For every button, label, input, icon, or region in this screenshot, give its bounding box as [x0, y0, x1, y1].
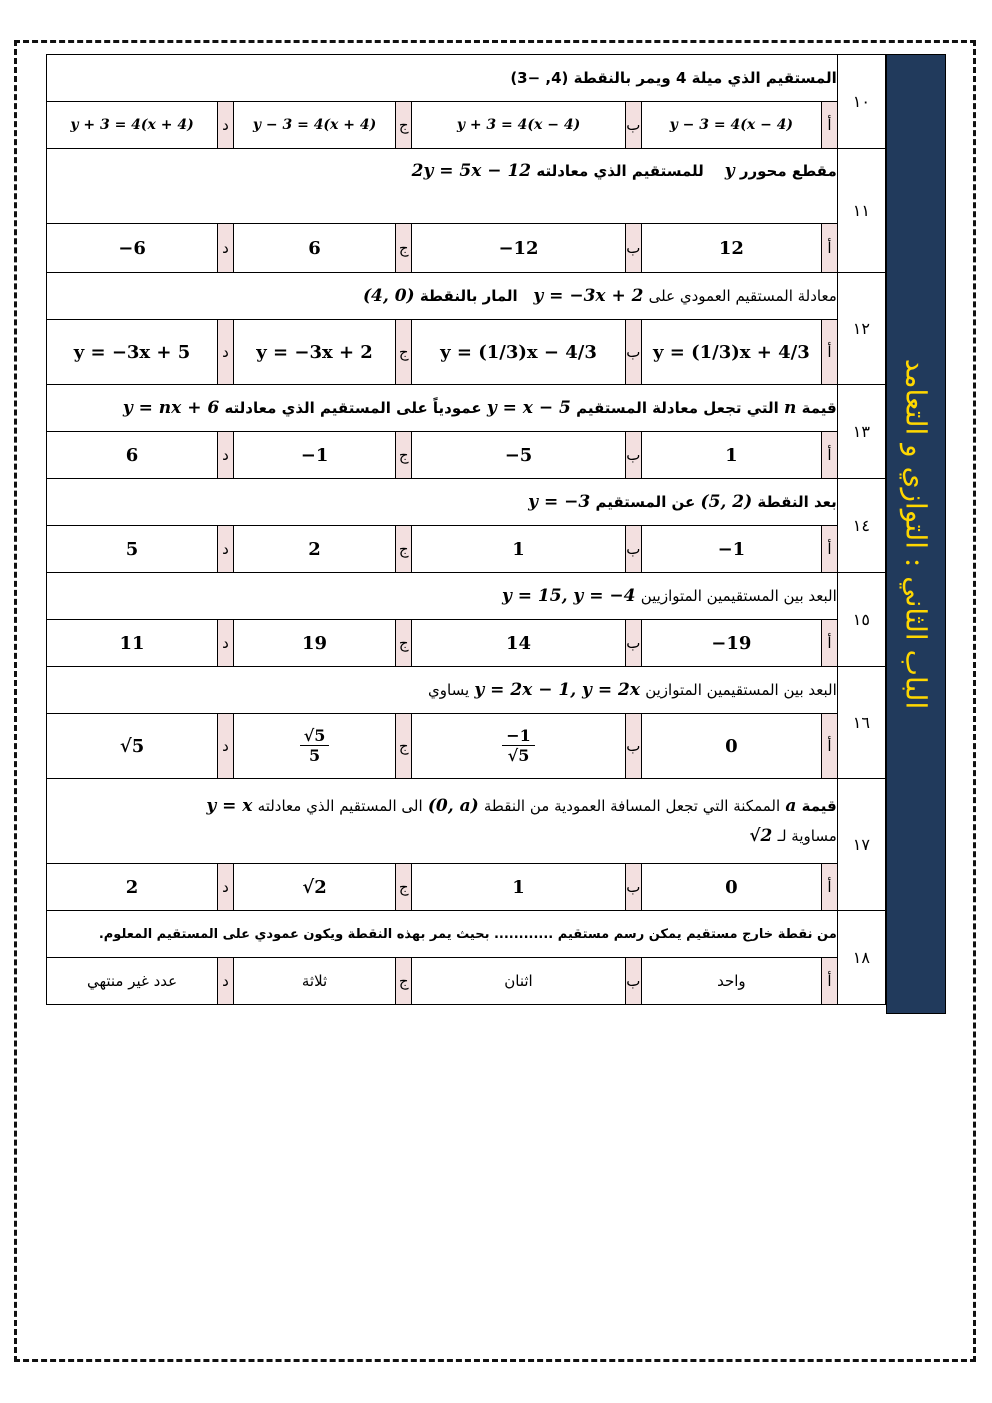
- q-math: √2: [749, 826, 773, 846]
- q-text-part: التي تجعل معادلة المستقيم: [576, 399, 779, 417]
- option-label: ج: [396, 432, 412, 479]
- option-choice[interactable]: y + 3 = 4(x − 4): [412, 102, 626, 149]
- question-text: [47, 779, 838, 864]
- option-label: أ: [822, 224, 838, 273]
- question-number: ١٧: [837, 779, 885, 911]
- fraction-numerator: −1: [502, 726, 535, 746]
- option-label: ج: [396, 714, 412, 779]
- fraction-numerator: √5: [300, 726, 330, 746]
- option-choice[interactable]: 1: [641, 432, 821, 479]
- q-math: y = −3x + 2: [533, 286, 644, 306]
- question-row: [47, 273, 886, 320]
- option-label: أ: [822, 714, 838, 779]
- option-choice[interactable]: واحد: [641, 958, 821, 1005]
- question-number: ١٣: [837, 385, 885, 479]
- option-label: د: [218, 102, 234, 149]
- question-text: [47, 385, 838, 432]
- question-number: ١٤: [837, 479, 885, 573]
- option-label: ب: [625, 224, 641, 273]
- question-text: [47, 479, 838, 526]
- question-text: [47, 573, 838, 620]
- option-label: ب: [625, 526, 641, 573]
- question-number: ١١: [837, 149, 885, 273]
- option-choice[interactable]: −12: [412, 224, 626, 273]
- option-choice[interactable]: 14: [412, 620, 626, 667]
- question-row: [47, 573, 886, 620]
- option-label: أ: [822, 864, 838, 911]
- q-math: a: [785, 796, 797, 816]
- question-row: [47, 667, 886, 714]
- option-label: ب: [625, 958, 641, 1005]
- q-math: (0, a): [427, 796, 479, 816]
- option-choice[interactable]: 12: [641, 224, 821, 273]
- q-text-part: للمستقيم الذي معادلته: [536, 162, 704, 180]
- option-label: أ: [822, 526, 838, 573]
- fraction-denominator: √5: [507, 746, 530, 765]
- q-text-part: قيمة: [801, 797, 837, 815]
- question-text: من نقطة خارج مستقيم يمكن رسم مستقيم ............ بحيث يمر بهذه النقطة ويكون عمودي على المستقيم المعلوم.: [47, 911, 838, 958]
- option-choice[interactable]: 1: [412, 864, 626, 911]
- option-choice[interactable]: y = (1/3)x + 4/3: [641, 320, 821, 385]
- option-choice[interactable]: −1: [641, 526, 821, 573]
- option-choice[interactable]: [233, 714, 396, 779]
- option-label: د: [218, 714, 234, 779]
- q-text-part: مقطع محورر: [739, 162, 837, 180]
- option-choice[interactable]: 0: [641, 864, 821, 911]
- question-number: ١٢: [837, 273, 885, 385]
- options-row: [47, 224, 886, 273]
- option-choice[interactable]: 1: [412, 526, 626, 573]
- question-number: ١٠: [837, 55, 885, 149]
- option-label: د: [218, 432, 234, 479]
- q-math: y: [724, 161, 735, 181]
- q-math: y = −3: [528, 492, 591, 512]
- option-choice[interactable]: y + 3 = 4(x + 4): [47, 102, 218, 149]
- option-label: ب: [625, 864, 641, 911]
- option-label: ج: [396, 320, 412, 385]
- option-choice[interactable]: 2: [47, 864, 218, 911]
- option-choice[interactable]: 11: [47, 620, 218, 667]
- q-text-part: الممكنة التي تجعل المسافة العمودية من النقطة: [483, 797, 781, 815]
- option-choice[interactable]: 6: [233, 224, 396, 273]
- questions-table: [46, 54, 886, 1005]
- option-choice[interactable]: y − 3 = 4(x − 4): [641, 102, 821, 149]
- option-label: أ: [822, 320, 838, 385]
- q-text-part: البعد بين المستقيمين المتوازيين: [640, 587, 837, 605]
- option-label: د: [218, 864, 234, 911]
- option-label: أ: [822, 958, 838, 1005]
- fraction-denominator: 5: [308, 746, 321, 765]
- question-row: [47, 149, 886, 224]
- option-choice[interactable]: y = (1/3)x − 4/3: [412, 320, 626, 385]
- option-choice[interactable]: y − 3 = 4(x + 4): [233, 102, 396, 149]
- option-choice[interactable]: 6: [47, 432, 218, 479]
- option-label: ج: [396, 102, 412, 149]
- q-text-part: مساوية لـ: [777, 827, 837, 845]
- q-text-part: الى المستقيم الذي معادلته: [257, 797, 423, 815]
- q-math: y = x: [206, 796, 253, 816]
- question-number: ١٦: [837, 667, 885, 779]
- option-label: ج: [396, 864, 412, 911]
- question-row: [47, 55, 886, 102]
- q-text-part: معادلة المستقيم العمودي على: [648, 287, 837, 305]
- q-text-part: البعد بين المستقيمين المتوازين: [645, 681, 837, 699]
- option-choice[interactable]: 19: [233, 620, 396, 667]
- question-text: [47, 667, 838, 714]
- option-label: د: [218, 224, 234, 273]
- options-row: [47, 432, 886, 479]
- option-choice[interactable]: عدد غير منتهي: [47, 958, 218, 1005]
- option-choice[interactable]: −1: [233, 432, 396, 479]
- question-text: [47, 273, 838, 320]
- option-choice[interactable]: y = −3x + 2: [233, 320, 396, 385]
- options-row: [47, 620, 886, 667]
- question-row: [47, 779, 886, 864]
- question-row: [47, 385, 886, 432]
- options-row: [47, 864, 886, 911]
- chapter-side-panel: [886, 54, 946, 1014]
- option-label: ب: [625, 432, 641, 479]
- q-text-part: يساوي: [428, 681, 470, 699]
- option-choice[interactable]: −19: [641, 620, 821, 667]
- option-label: د: [218, 620, 234, 667]
- option-label: د: [218, 958, 234, 1005]
- question-number: ١٥: [837, 573, 885, 667]
- options-row: [47, 320, 886, 385]
- option-choice[interactable]: √5: [47, 714, 218, 779]
- option-label: ب: [625, 714, 641, 779]
- q-text-part: المار بالنقطة: [419, 287, 518, 305]
- option-label: ب: [625, 620, 641, 667]
- option-label: ب: [625, 102, 641, 149]
- option-choice[interactable]: y = −3x + 5: [47, 320, 218, 385]
- option-choice[interactable]: −5: [412, 432, 626, 479]
- option-label: أ: [822, 432, 838, 479]
- options-row: [47, 102, 886, 149]
- q-text-part: عمودياً على المستقيم الذي معادلته: [224, 399, 482, 417]
- option-choice[interactable]: 5: [47, 526, 218, 573]
- question-number: ١٨: [837, 911, 885, 1005]
- option-label: د: [218, 320, 234, 385]
- option-label: ج: [396, 620, 412, 667]
- q-math: y = 15, y = −4: [501, 586, 636, 606]
- question-row: [47, 911, 886, 958]
- option-label: ج: [396, 224, 412, 273]
- q-math: y = nx + 6: [122, 398, 220, 418]
- option-label: د: [218, 526, 234, 573]
- option-choice[interactable]: ثلاثة: [233, 958, 396, 1005]
- question-text: [47, 149, 838, 224]
- q-text-part: قيمة: [801, 399, 837, 417]
- option-label: ج: [396, 958, 412, 1005]
- option-choice[interactable]: 2: [233, 526, 396, 573]
- option-choice[interactable]: اثنان: [412, 958, 626, 1005]
- q-text-part: عن المستقيم: [595, 493, 696, 511]
- q-math: 2y = 5x − 12: [411, 161, 532, 181]
- q-math: (5, 2): [700, 492, 753, 512]
- q-math: n: [784, 398, 797, 418]
- question-text: المستقيم الذي ميلة 4 ويمر بالنقطة (4, −3): [47, 55, 838, 102]
- option-label: أ: [822, 620, 838, 667]
- option-label: أ: [822, 102, 838, 149]
- option-choice[interactable]: [412, 714, 626, 779]
- option-label: ج: [396, 526, 412, 573]
- q-math: y = 2x − 1, y = 2x: [474, 680, 640, 700]
- options-row: [47, 958, 886, 1005]
- chapter-title: الباب الثاني : التوازي و التعامد: [899, 358, 933, 710]
- option-choice[interactable]: √2: [233, 864, 396, 911]
- q-math: (4, 0): [363, 286, 415, 306]
- options-row: [47, 714, 886, 779]
- q-text-part: بعد النقطة: [757, 493, 837, 511]
- option-choice[interactable]: −6: [47, 224, 218, 273]
- options-row: [47, 526, 886, 573]
- q-math: y = x − 5: [486, 398, 571, 418]
- question-row: [47, 479, 886, 526]
- option-label: ب: [625, 320, 641, 385]
- option-choice[interactable]: 0: [641, 714, 821, 779]
